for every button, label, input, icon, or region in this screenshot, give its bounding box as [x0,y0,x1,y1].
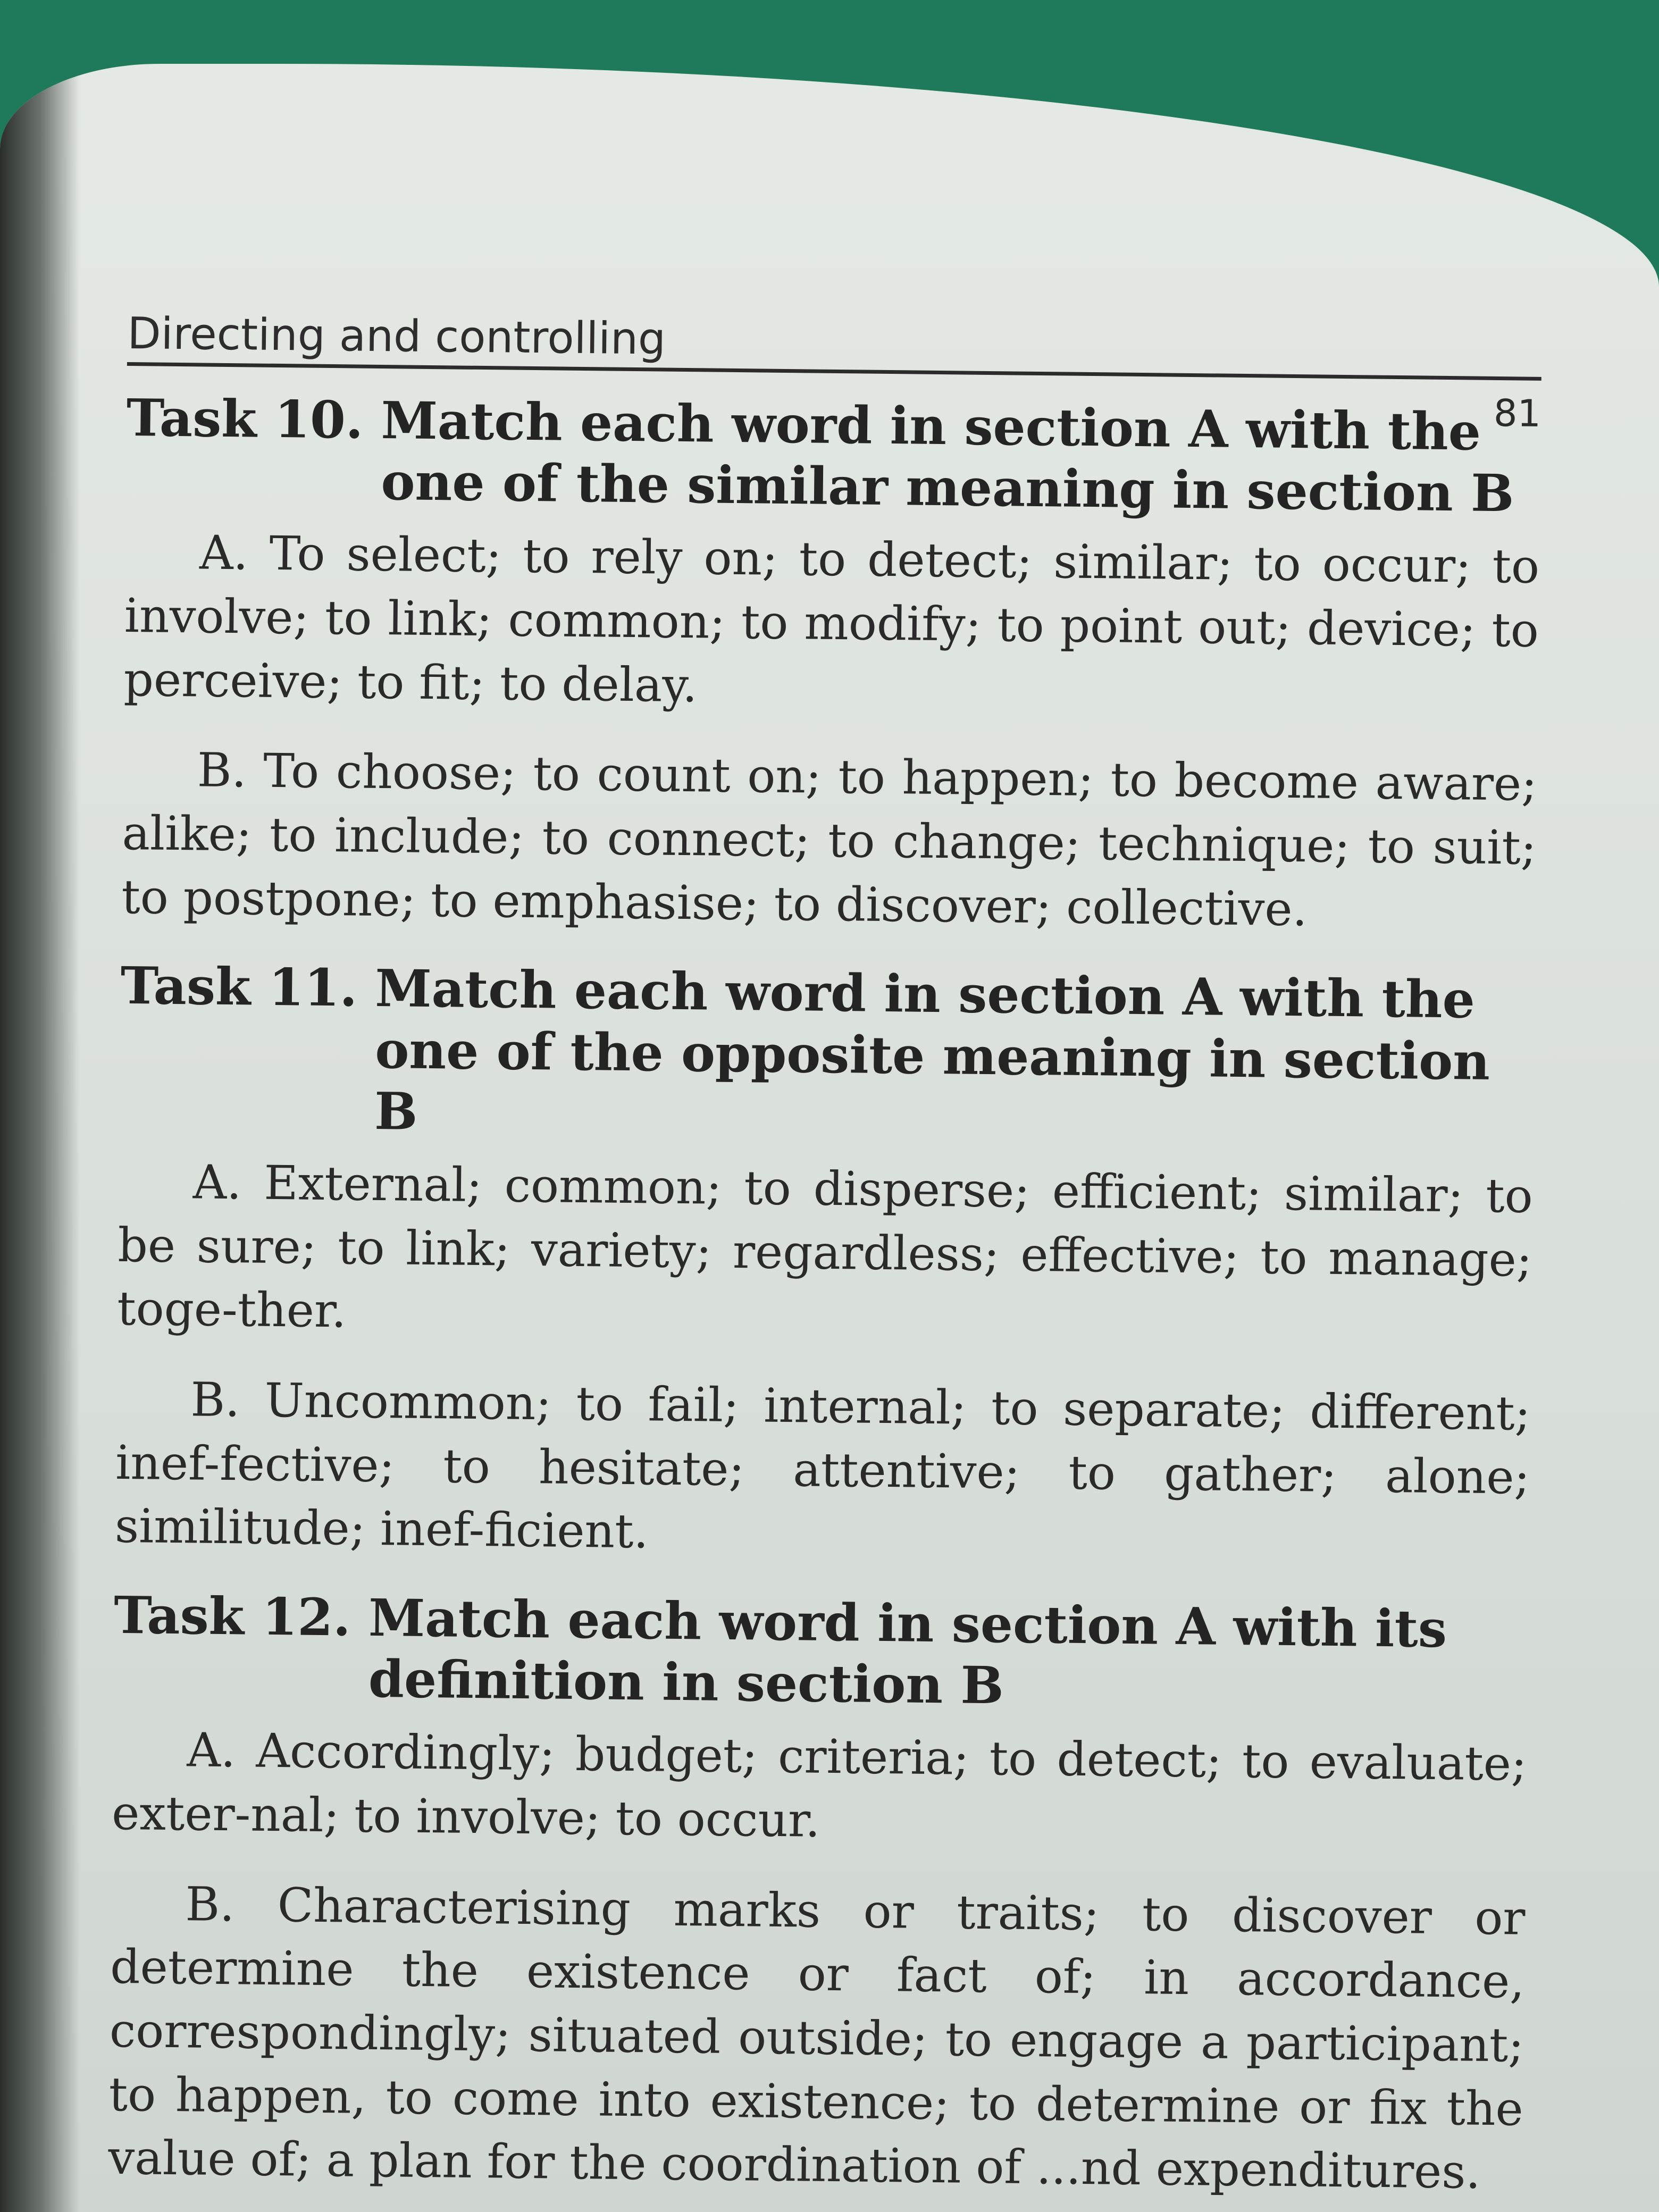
page-content [107,308,1541,2212]
task-11 [114,955,1535,1572]
section-b: B. To choose; to count on; to happen; to become aware; alike; to include; to connect; to change; technique; to suit; to postpone; to emphasise; to discover; collective. [121,742,1538,937]
page-number: 81 [1493,391,1541,435]
task-12 [108,1585,1529,2205]
task-title: Task 10. Match each word in section A with the one of the similar meaning in section B [126,387,1514,524]
section-a: A. Accordingly; budget; criteria; to detect; to evaluate; exter-nal; to involve; to occur. [111,1722,1528,1848]
running-head [127,308,1542,435]
task-title: Task 12. Match each word in section A with its definition in section B [113,1585,1447,1716]
book-page [0,64,1659,2212]
section-a: A. To select; to rely on; to detect; similar; to occur; to involve; to link; common; to modify; to point out; device; to perceive; to fit; to delay. [123,525,1540,713]
task-10 [121,387,1541,943]
task-title: Task 11. Match each word in section A with the one of the opposite meaning in section B [120,956,1490,1142]
book-spine-shadow [0,64,80,2212]
running-head-text: Directing and controlling [127,308,666,365]
section-b: B. Uncommon; to fail; internal; to separate; different; inef-fective; to hesitate; attentive; to gather; alone; similitude; inef-ficient. [114,1372,1531,1559]
section-b: B. Characterising marks or traits; to discover or determine the existence or fact of; in accordance, correspondingly; situated outside; to engage a participant; to happen, to come into existence; to determine or fix the value of; a plan for the coordination of ...nd expenditures. [108,1876,1526,2200]
section-a: A. External; common; to disperse; efficient; similar; to be sure; to link; variety; regardless; effective; to manage; toge-ther. [116,1154,1534,1338]
